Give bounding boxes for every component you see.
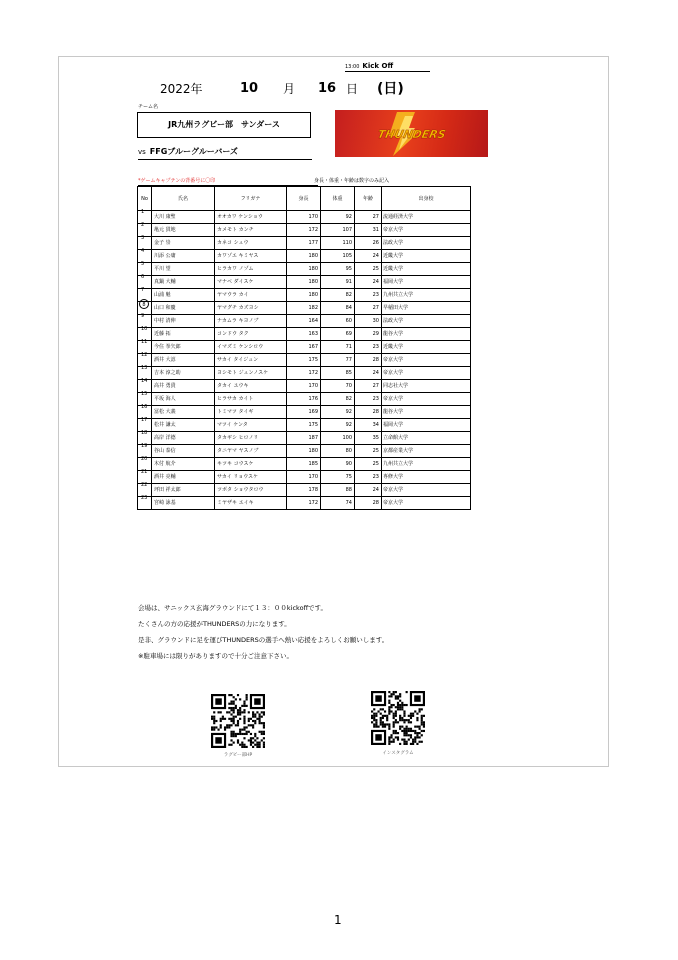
player-name: 高岸 洋德 (152, 432, 215, 445)
player-school: 福岡大学 (382, 419, 471, 432)
team-logo (335, 110, 488, 157)
row-number: 5 (141, 261, 145, 267)
player-school: 龍谷大学 (382, 328, 471, 341)
table-row (138, 276, 471, 289)
player-name: 山口 和慶 (152, 302, 215, 315)
player-kana: サカイ リョウスケ (215, 471, 287, 484)
team-caption: チーム名 (138, 104, 159, 110)
player-height: 180 (287, 445, 321, 458)
player-height: 180 (287, 263, 321, 276)
player-weight: 91 (321, 276, 355, 289)
player-weight: 70 (321, 380, 355, 393)
row-number: 15 (141, 391, 148, 397)
player-age: 27 (355, 380, 382, 393)
day: 16 (318, 81, 337, 96)
player-kana: カワゾエ キミヤス (215, 250, 287, 263)
player-weight: 90 (321, 458, 355, 471)
qr-code-hp[interactable] (211, 694, 265, 748)
player-height: 169 (287, 406, 321, 419)
kickoff-time: 13:00 (345, 64, 360, 70)
player-school: 帝京大学 (382, 367, 471, 380)
lightning-icon (335, 110, 488, 157)
player-school: 帝京大学 (382, 224, 471, 237)
player-name: 亀元 貫地 (152, 224, 215, 237)
player-age: 24 (355, 484, 382, 497)
table-row (138, 458, 471, 471)
player-kana: ヒラサカ カイト (215, 393, 287, 406)
player-school: 帝京大学 (382, 484, 471, 497)
player-kana: ヨシモト ジュンノスケ (215, 367, 287, 380)
header-weight: 体重 (321, 187, 355, 211)
row-number: 2 (141, 222, 145, 228)
player-age: 23 (355, 289, 382, 302)
row-number: 9 (141, 313, 145, 319)
player-weight: 95 (321, 263, 355, 276)
row-number: 13 (141, 365, 148, 371)
player-school: 法政大学 (382, 237, 471, 250)
player-age: 28 (355, 497, 382, 510)
player-name: 冨松 大義 (152, 406, 215, 419)
player-name: 木付 航介 (152, 458, 215, 471)
player-weight: 92 (321, 406, 355, 419)
player-age: 30 (355, 315, 382, 328)
table-row (138, 471, 471, 484)
player-name: 大川 康聖 (152, 211, 215, 224)
page-number: 1 (334, 913, 342, 927)
player-height: 187 (287, 432, 321, 445)
player-school: 帝京大学 (382, 354, 471, 367)
player-name: 川添 公庸 (152, 250, 215, 263)
player-height: 176 (287, 393, 321, 406)
table-row (138, 445, 471, 458)
player-height: 167 (287, 341, 321, 354)
player-age: 34 (355, 419, 382, 432)
table-row (138, 432, 471, 445)
player-kana: タカギシ ヒロノリ (215, 432, 287, 445)
player-name: 中村 清伸 (152, 315, 215, 328)
table-row (138, 354, 471, 367)
table-row (138, 315, 471, 328)
instruction-note: 身長・体重・年齢は数字のみ記入 (314, 178, 390, 184)
player-kana: マナベ ダイスケ (215, 276, 287, 289)
player-kana: トミマツ タイギ (215, 406, 287, 419)
player-weight: 88 (321, 484, 355, 497)
player-age: 27 (355, 302, 382, 315)
header-kana: フリガナ (215, 187, 287, 211)
player-weight: 100 (321, 432, 355, 445)
player-height: 180 (287, 276, 321, 289)
player-height: 177 (287, 237, 321, 250)
table-row (138, 224, 471, 237)
player-height: 163 (287, 328, 321, 341)
table-row (138, 341, 471, 354)
captain-number-mark: 8 (139, 299, 149, 309)
row-number: 21 (141, 469, 148, 475)
day-label: 日 (346, 82, 359, 96)
table-row (138, 263, 471, 276)
player-number (138, 237, 152, 250)
player-weight: 60 (321, 315, 355, 328)
row-number: 19 (141, 443, 148, 449)
player-kana: サカイ タイジュン (215, 354, 287, 367)
player-number (138, 211, 152, 224)
player-number (138, 224, 152, 237)
player-height: 175 (287, 354, 321, 367)
player-height: 172 (287, 224, 321, 237)
player-name: 高井 勇貴 (152, 380, 215, 393)
player-school: 龍谷大学 (382, 406, 471, 419)
header-no: No (138, 187, 152, 211)
player-height: 178 (287, 484, 321, 497)
table-row (138, 237, 471, 250)
header-school: 出身校 (382, 187, 471, 211)
month-label: 月 (283, 82, 296, 96)
row-number: 17 (141, 417, 148, 423)
captain-note: *ゲームキャプテンの背番号に〇印 (138, 177, 318, 186)
player-weight: 77 (321, 354, 355, 367)
opponent-name: FFGブルーグルーバーズ (149, 147, 238, 156)
player-weight: 105 (321, 250, 355, 263)
row-number: 11 (141, 339, 148, 345)
row-number: 14 (141, 378, 148, 384)
player-height: 164 (287, 315, 321, 328)
player-height: 170 (287, 471, 321, 484)
message-line-1: 会場は、サニックス玄海グラウンドにて１３：００kickoffです。 (138, 604, 328, 612)
player-weight: 82 (321, 289, 355, 302)
row-number: 3 (141, 235, 145, 241)
player-weight: 74 (321, 497, 355, 510)
player-school: 流通経済大学 (382, 211, 471, 224)
player-number (138, 263, 152, 276)
player-kana: キツキ コウスケ (215, 458, 287, 471)
qr-code-icon (211, 694, 265, 748)
table-row (138, 328, 471, 341)
qr-code-icon (371, 691, 425, 745)
player-height: 172 (287, 367, 321, 380)
row-number: 1 (141, 209, 145, 215)
player-school: 福岡大学 (382, 276, 471, 289)
qr-caption-hp: ラグビー部HP (223, 753, 253, 758)
player-name: 真鍋 大輔 (152, 276, 215, 289)
player-school: 帝京大学 (382, 393, 471, 406)
player-school: 九州共立大学 (382, 289, 471, 302)
player-number (138, 302, 152, 315)
roster-body (138, 211, 471, 510)
player-age: 24 (355, 367, 382, 380)
player-weight: 84 (321, 302, 355, 315)
player-kana: コンドウ タク (215, 328, 287, 341)
player-weight: 85 (321, 367, 355, 380)
player-kana: イマズミ ケンシロウ (215, 341, 287, 354)
kickoff-label: Kick Off (362, 62, 394, 70)
player-age: 28 (355, 354, 382, 367)
player-age: 28 (355, 406, 382, 419)
player-weight: 107 (321, 224, 355, 237)
table-row (138, 393, 471, 406)
row-number: 16 (141, 404, 148, 410)
player-name: 平川 望 (152, 263, 215, 276)
table-row (138, 484, 471, 497)
player-kana: ミヤザキ エイキ (215, 497, 287, 510)
player-height: 185 (287, 458, 321, 471)
player-height: 170 (287, 211, 321, 224)
table-row (138, 380, 471, 393)
vs-label: vs (138, 148, 146, 156)
table-row (138, 406, 471, 419)
player-name: 吉本 淳之助 (152, 367, 215, 380)
player-number (138, 250, 152, 263)
player-weight: 75 (321, 471, 355, 484)
player-age: 35 (355, 432, 382, 445)
player-school: 同志社大学 (382, 380, 471, 393)
player-school: 早稲田大学 (382, 302, 471, 315)
kickoff-line (345, 62, 430, 72)
qr-caption-instagram: インスタグラム (382, 751, 414, 756)
header-height: 身長 (287, 187, 321, 211)
player-name: 坪田 祥太郎 (152, 484, 215, 497)
player-weight: 92 (321, 419, 355, 432)
row-number: 10 (141, 326, 148, 332)
player-name: 金子 崇 (152, 237, 215, 250)
player-kana: カネコ シュウ (215, 237, 287, 250)
player-age: 29 (355, 328, 382, 341)
player-name: 酒井 亮輔 (152, 471, 215, 484)
player-name: 平坂 海人 (152, 393, 215, 406)
table-row (138, 211, 471, 224)
opponent-line (138, 146, 312, 160)
table-row (138, 250, 471, 263)
player-age: 27 (355, 211, 382, 224)
player-number (138, 497, 152, 510)
player-weight: 69 (321, 328, 355, 341)
row-number: 4 (141, 248, 145, 254)
player-name: 谷山 泰信 (152, 445, 215, 458)
player-weight: 110 (321, 237, 355, 250)
row-number: 6 (141, 274, 145, 280)
player-number (138, 276, 152, 289)
row-number: 18 (141, 430, 148, 436)
player-weight: 82 (321, 393, 355, 406)
player-name: 松井 謙太 (152, 419, 215, 432)
table-row (138, 367, 471, 380)
player-name: 山浦 魁 (152, 289, 215, 302)
table-row (138, 419, 471, 432)
row-number: 20 (141, 456, 148, 462)
message-line-2: たくさんの方の応援がTHUNDERSの力になります。 (138, 620, 291, 628)
player-height: 175 (287, 419, 321, 432)
player-school: 立命館大学 (382, 432, 471, 445)
player-age: 31 (355, 224, 382, 237)
player-age: 24 (355, 250, 382, 263)
header-name: 氏名 (152, 187, 215, 211)
player-kana: ヤマグチ カズヨシ (215, 302, 287, 315)
player-age: 23 (355, 393, 382, 406)
player-age: 25 (355, 458, 382, 471)
player-kana: ツボタ ショウタロウ (215, 484, 287, 497)
weekday: (日) (377, 81, 404, 97)
player-age: 23 (355, 471, 382, 484)
table-header-row (138, 187, 471, 211)
player-weight: 71 (321, 341, 355, 354)
player-weight: 92 (321, 211, 355, 224)
table-row (138, 497, 471, 510)
player-kana: タカイ ユウキ (215, 380, 287, 393)
player-name: 宮崎 詠基 (152, 497, 215, 510)
player-name: 今住 拳矢郎 (152, 341, 215, 354)
year: 2022年 (160, 82, 203, 96)
player-weight: 80 (321, 445, 355, 458)
player-height: 180 (287, 250, 321, 263)
player-name: 酒井 大諄 (152, 354, 215, 367)
logo-text: THUNDERS (376, 128, 447, 141)
player-kana: ナカムラ キヨノブ (215, 315, 287, 328)
player-kana: ヒラカワ ノゾム (215, 263, 287, 276)
player-height: 172 (287, 497, 321, 510)
table-row (138, 289, 471, 302)
player-kana: オオカワ ケンショウ (215, 211, 287, 224)
row-number: 23 (141, 495, 148, 501)
player-school: 京都産業大学 (382, 445, 471, 458)
message-line-4: ※駐車場には限りがありますので十分ご注意下さい。 (138, 652, 293, 660)
header-age: 年齢 (355, 187, 382, 211)
player-kana: タニヤマ ヤスノブ (215, 445, 287, 458)
table-row (138, 302, 471, 315)
player-kana: カメモト カンチ (215, 224, 287, 237)
player-height: 170 (287, 380, 321, 393)
player-name: 近藤 拓 (152, 328, 215, 341)
message-line-3: 是非、グラウンドに足を運びTHUNDERSの選手へ熱い応援をよろしくお願いします。 (138, 636, 389, 644)
player-age: 26 (355, 237, 382, 250)
player-age: 24 (355, 276, 382, 289)
row-number: 7 (141, 287, 145, 293)
row-number: 22 (141, 482, 148, 488)
player-school: 近畿大学 (382, 250, 471, 263)
team-name: JR九州ラグビー部 サンダース (137, 112, 311, 138)
player-age: 25 (355, 263, 382, 276)
player-school: 専修大学 (382, 471, 471, 484)
player-age: 25 (355, 445, 382, 458)
roster-table (137, 186, 471, 510)
player-height: 180 (287, 289, 321, 302)
month: 10 (240, 81, 259, 96)
player-kana: ヤマウラ カイ (215, 289, 287, 302)
player-height: 182 (287, 302, 321, 315)
qr-code-instagram[interactable] (371, 691, 425, 745)
player-school: 帝京大学 (382, 497, 471, 510)
player-kana: マツイ ケンタ (215, 419, 287, 432)
player-age: 23 (355, 341, 382, 354)
player-school: 法政大学 (382, 315, 471, 328)
player-school: 九州共立大学 (382, 458, 471, 471)
player-school: 近畿大学 (382, 341, 471, 354)
player-school: 近畿大学 (382, 263, 471, 276)
row-number: 12 (141, 352, 148, 358)
